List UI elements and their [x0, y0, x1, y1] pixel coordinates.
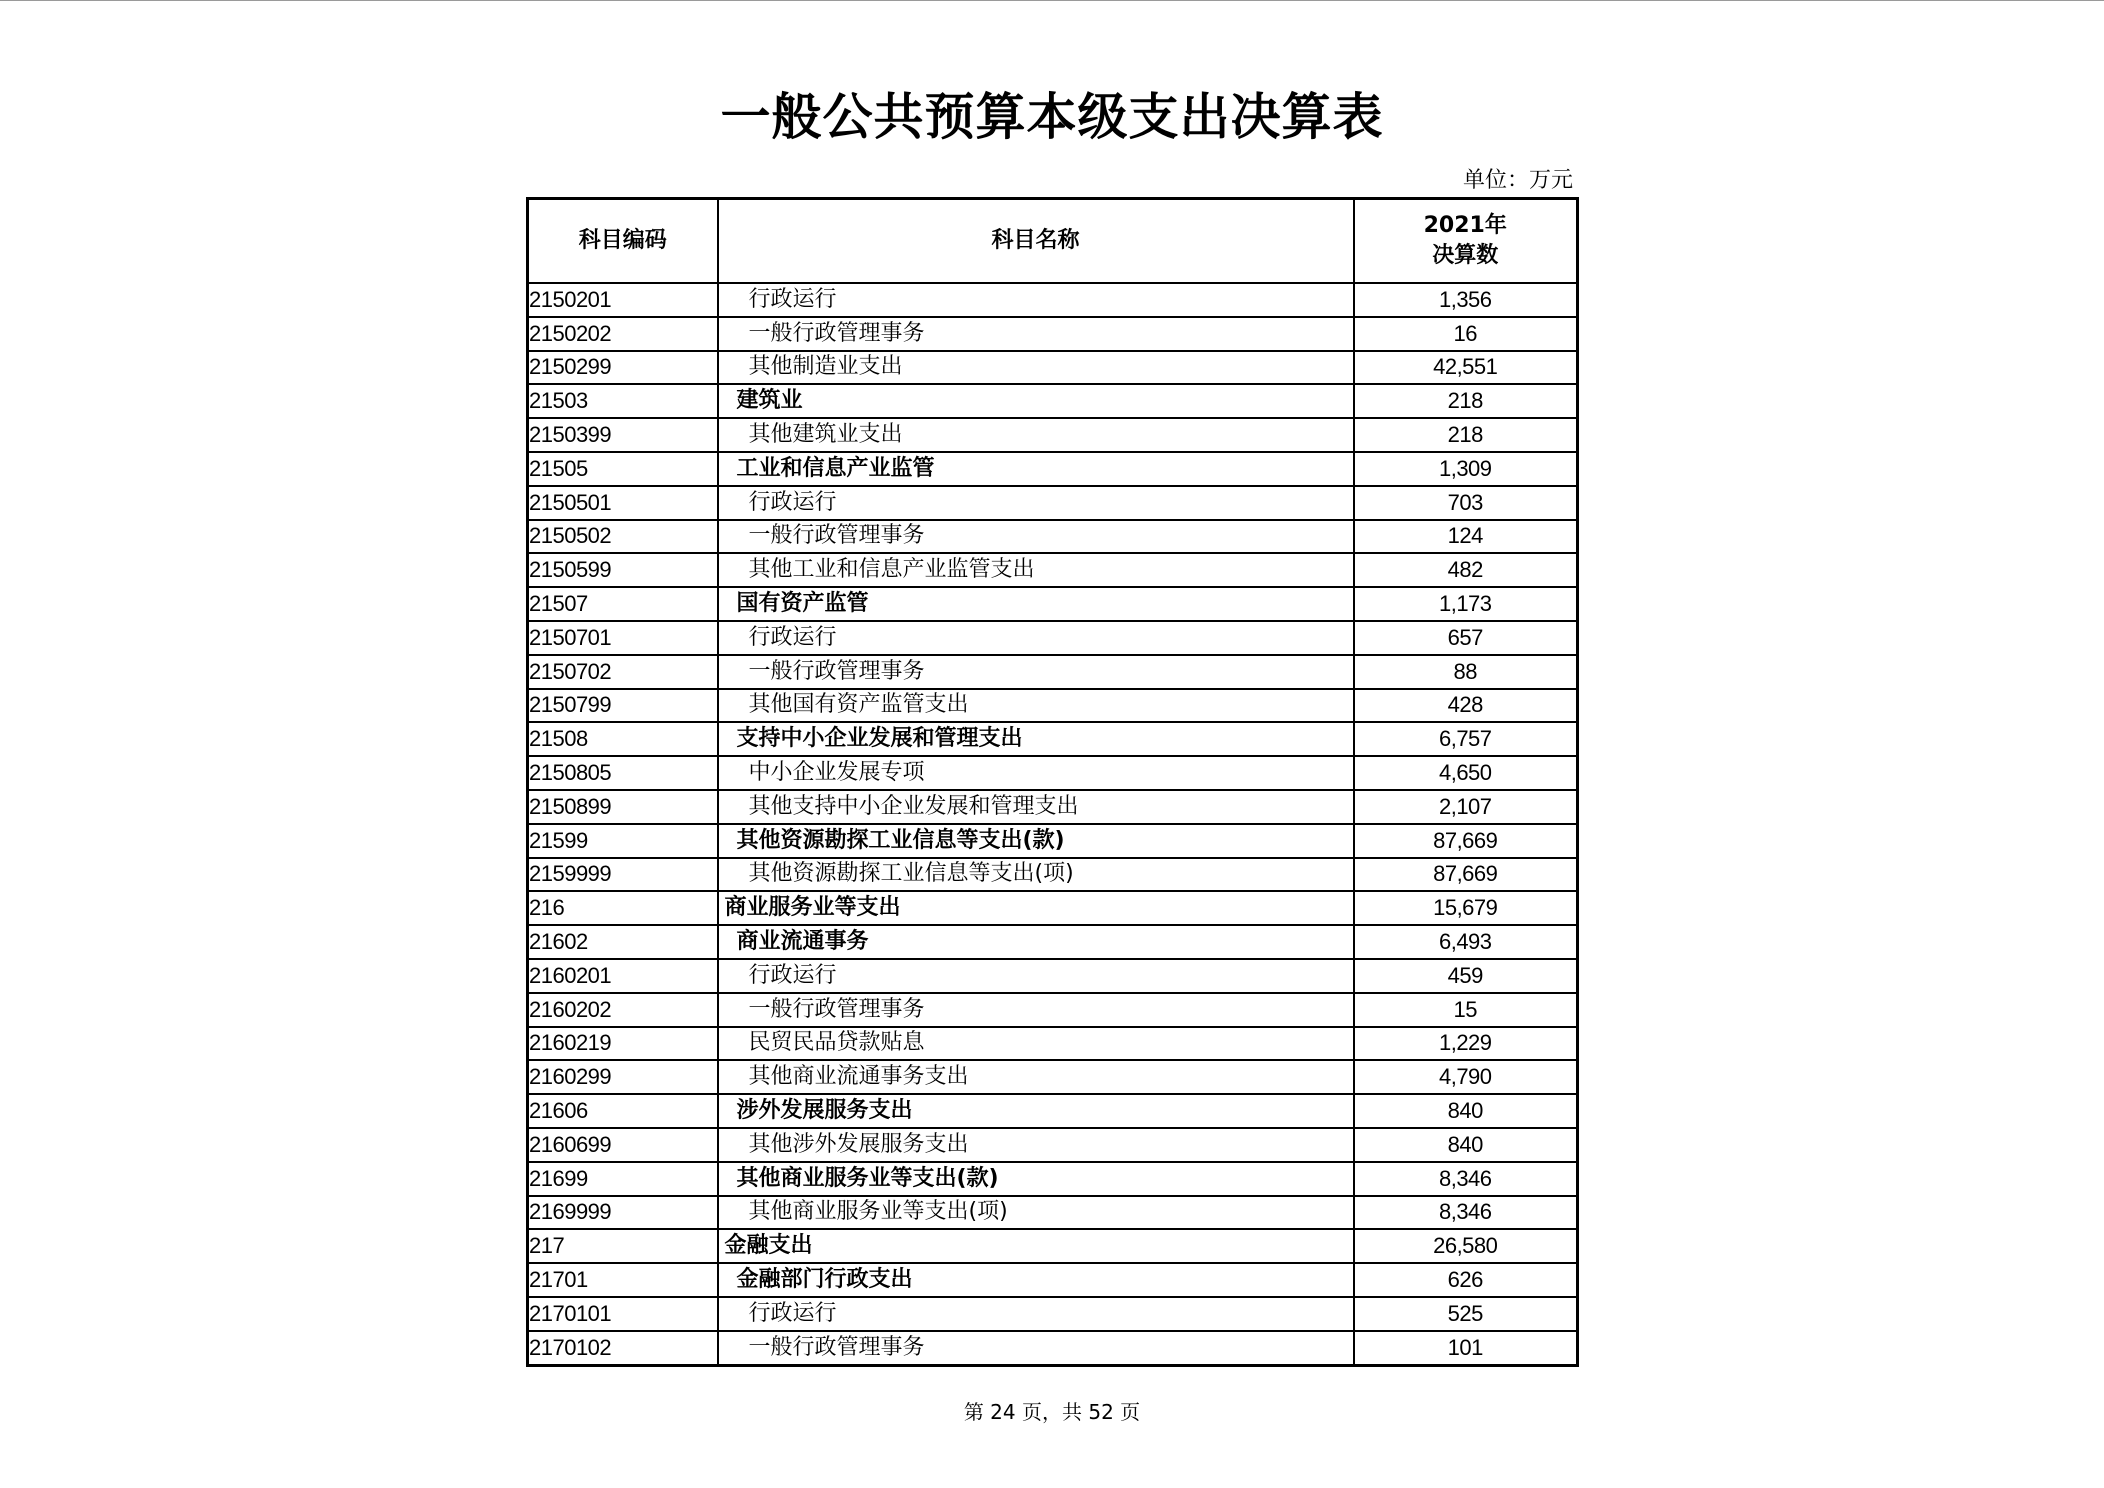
- cell-name: 一般行政管理事务: [718, 993, 1354, 1027]
- header-value-year: 2021年: [1423, 213, 1507, 238]
- cell-value: 1,356: [1354, 283, 1578, 317]
- table-row: [528, 858, 1578, 892]
- cell-name: 一般行政管理事务: [718, 317, 1354, 351]
- cell-name: 一般行政管理事务: [718, 655, 1354, 689]
- cell-name: 建筑业: [718, 384, 1354, 418]
- table-row: [528, 486, 1578, 520]
- cell-name: 其他涉外发展服务支出: [718, 1128, 1354, 1162]
- cell-value: 6,757: [1354, 722, 1578, 756]
- table-row: [528, 1027, 1578, 1061]
- table-row: [528, 1331, 1578, 1365]
- table-body: [528, 283, 1578, 1365]
- cell-value: 4,650: [1354, 756, 1578, 790]
- cell-name: 支持中小企业发展和管理支出: [718, 722, 1354, 756]
- cell-value: 16: [1354, 317, 1578, 351]
- table-row: [528, 520, 1578, 554]
- cell-name: 民贸民品贷款贴息: [718, 1027, 1354, 1061]
- cell-value: 525: [1354, 1297, 1578, 1331]
- cell-name: 行政运行: [718, 959, 1354, 993]
- cell-value: 1,229: [1354, 1027, 1578, 1061]
- unit-label: 单位：万元: [1462, 168, 1573, 193]
- table-row: [528, 689, 1578, 723]
- budget-table: [526, 197, 1579, 1367]
- cell-name: 行政运行: [718, 486, 1354, 520]
- cell-code: 2150702: [528, 655, 718, 689]
- table-row: [528, 1297, 1578, 1331]
- table-row: [528, 351, 1578, 385]
- cell-name: 其他支持中小企业发展和管理支出: [718, 790, 1354, 824]
- table-row: [528, 587, 1578, 621]
- table-row: [528, 1263, 1578, 1297]
- table-row: [528, 790, 1578, 824]
- cell-code: 216: [528, 891, 718, 925]
- cell-code: 2150805: [528, 756, 718, 790]
- page-footer: 第 24 页，共 52 页: [963, 1400, 1141, 1424]
- table-row: [528, 621, 1578, 655]
- header-value: [1354, 199, 1578, 284]
- cell-name: 商业服务业等支出: [718, 891, 1354, 925]
- cell-code: 2150202: [528, 317, 718, 351]
- cell-name: 其他商业服务业等支出(款): [718, 1162, 1354, 1196]
- cell-code: 2160699: [528, 1128, 718, 1162]
- cell-code: 2170102: [528, 1331, 718, 1365]
- table-row: [528, 1162, 1578, 1196]
- cell-value: 840: [1354, 1128, 1578, 1162]
- cell-name: 金融支出: [718, 1229, 1354, 1263]
- cell-value: 1,173: [1354, 587, 1578, 621]
- cell-name: 其他商业流通事务支出: [718, 1060, 1354, 1094]
- cell-value: 87,669: [1354, 824, 1578, 858]
- table-header-row: [528, 199, 1578, 284]
- cell-value: 42,551: [1354, 351, 1578, 385]
- cell-code: 21505: [528, 452, 718, 486]
- cell-code: 2150399: [528, 418, 718, 452]
- cell-value: 88: [1354, 655, 1578, 689]
- cell-code: 2150502: [528, 520, 718, 554]
- table-row: [528, 317, 1578, 351]
- cell-code: 2150501: [528, 486, 718, 520]
- cell-code: 21606: [528, 1094, 718, 1128]
- table-row: [528, 1060, 1578, 1094]
- table-row: [528, 1229, 1578, 1263]
- cell-code: 21507: [528, 587, 718, 621]
- cell-value: 657: [1354, 621, 1578, 655]
- cell-code: 217: [528, 1229, 718, 1263]
- cell-code: 21699: [528, 1162, 718, 1196]
- cell-value: 8,346: [1354, 1162, 1578, 1196]
- cell-code: 2150299: [528, 351, 718, 385]
- cell-name: 涉外发展服务支出: [718, 1094, 1354, 1128]
- cell-code: 2169999: [528, 1196, 718, 1230]
- cell-code: 2150899: [528, 790, 718, 824]
- cell-code: 2150201: [528, 283, 718, 317]
- cell-value: 26,580: [1354, 1229, 1578, 1263]
- table-row: [528, 452, 1578, 486]
- page-top-border: [0, 0, 2104, 1]
- cell-value: 8,346: [1354, 1196, 1578, 1230]
- table-row: [528, 553, 1578, 587]
- cell-code: 2170101: [528, 1297, 718, 1331]
- table-row: [528, 655, 1578, 689]
- cell-value: 87,669: [1354, 858, 1578, 892]
- cell-code: 2150599: [528, 553, 718, 587]
- cell-value: 459: [1354, 959, 1578, 993]
- table-row: [528, 756, 1578, 790]
- table-row: [528, 993, 1578, 1027]
- cell-name: 其他制造业支出: [718, 351, 1354, 385]
- cell-code: 21599: [528, 824, 718, 858]
- cell-code: 21503: [528, 384, 718, 418]
- cell-value: 124: [1354, 520, 1578, 554]
- cell-value: 101: [1354, 1331, 1578, 1365]
- cell-name: 其他资源勘探工业信息等支出(项): [718, 858, 1354, 892]
- header-name: 科目名称: [718, 199, 1354, 284]
- cell-code: 2150799: [528, 689, 718, 723]
- cell-name: 行政运行: [718, 283, 1354, 317]
- cell-name: 其他建筑业支出: [718, 418, 1354, 452]
- cell-value: 703: [1354, 486, 1578, 520]
- cell-code: 2159999: [528, 858, 718, 892]
- cell-value: 218: [1354, 384, 1578, 418]
- cell-code: 21602: [528, 925, 718, 959]
- table-row: [528, 959, 1578, 993]
- header-value-label: 决算数: [1432, 243, 1499, 268]
- cell-code: 2160299: [528, 1060, 718, 1094]
- cell-code: 2160201: [528, 959, 718, 993]
- header-code: 科目编码: [528, 199, 718, 284]
- cell-name: 其他国有资产监管支出: [718, 689, 1354, 723]
- cell-value: 626: [1354, 1263, 1578, 1297]
- cell-name: 其他商业服务业等支出(项): [718, 1196, 1354, 1230]
- table-row: [528, 283, 1578, 317]
- table-row: [528, 1196, 1578, 1230]
- cell-value: 428: [1354, 689, 1578, 723]
- cell-name: 行政运行: [718, 621, 1354, 655]
- cell-value: 840: [1354, 1094, 1578, 1128]
- cell-name: 一般行政管理事务: [718, 520, 1354, 554]
- cell-code: 21701: [528, 1263, 718, 1297]
- table-row: [528, 418, 1578, 452]
- cell-code: 2160202: [528, 993, 718, 1027]
- cell-value: 15,679: [1354, 891, 1578, 925]
- cell-code: 2150701: [528, 621, 718, 655]
- cell-name: 行政运行: [718, 1297, 1354, 1331]
- cell-name: 国有资产监管: [718, 587, 1354, 621]
- cell-name: 其他工业和信息产业监管支出: [718, 553, 1354, 587]
- table-row: [528, 1128, 1578, 1162]
- cell-name: 中小企业发展专项: [718, 756, 1354, 790]
- cell-name: 一般行政管理事务: [718, 1331, 1354, 1365]
- cell-code: 21508: [528, 722, 718, 756]
- cell-name: 金融部门行政支出: [718, 1263, 1354, 1297]
- cell-value: 4,790: [1354, 1060, 1578, 1094]
- cell-name: 工业和信息产业监管: [718, 452, 1354, 486]
- table-row: [528, 384, 1578, 418]
- cell-value: 15: [1354, 993, 1578, 1027]
- cell-value: 1,309: [1354, 452, 1578, 486]
- cell-value: 6,493: [1354, 925, 1578, 959]
- table-row: [528, 722, 1578, 756]
- cell-name: 商业流通事务: [718, 925, 1354, 959]
- cell-name: 其他资源勘探工业信息等支出(款): [718, 824, 1354, 858]
- table-row: [528, 925, 1578, 959]
- cell-value: 2,107: [1354, 790, 1578, 824]
- table-row: [528, 824, 1578, 858]
- table-row: [528, 1094, 1578, 1128]
- cell-code: 2160219: [528, 1027, 718, 1061]
- cell-value: 218: [1354, 418, 1578, 452]
- cell-value: 482: [1354, 553, 1578, 587]
- page-title: 一般公共预算本级支出决算表: [720, 88, 1384, 146]
- table-row: [528, 891, 1578, 925]
